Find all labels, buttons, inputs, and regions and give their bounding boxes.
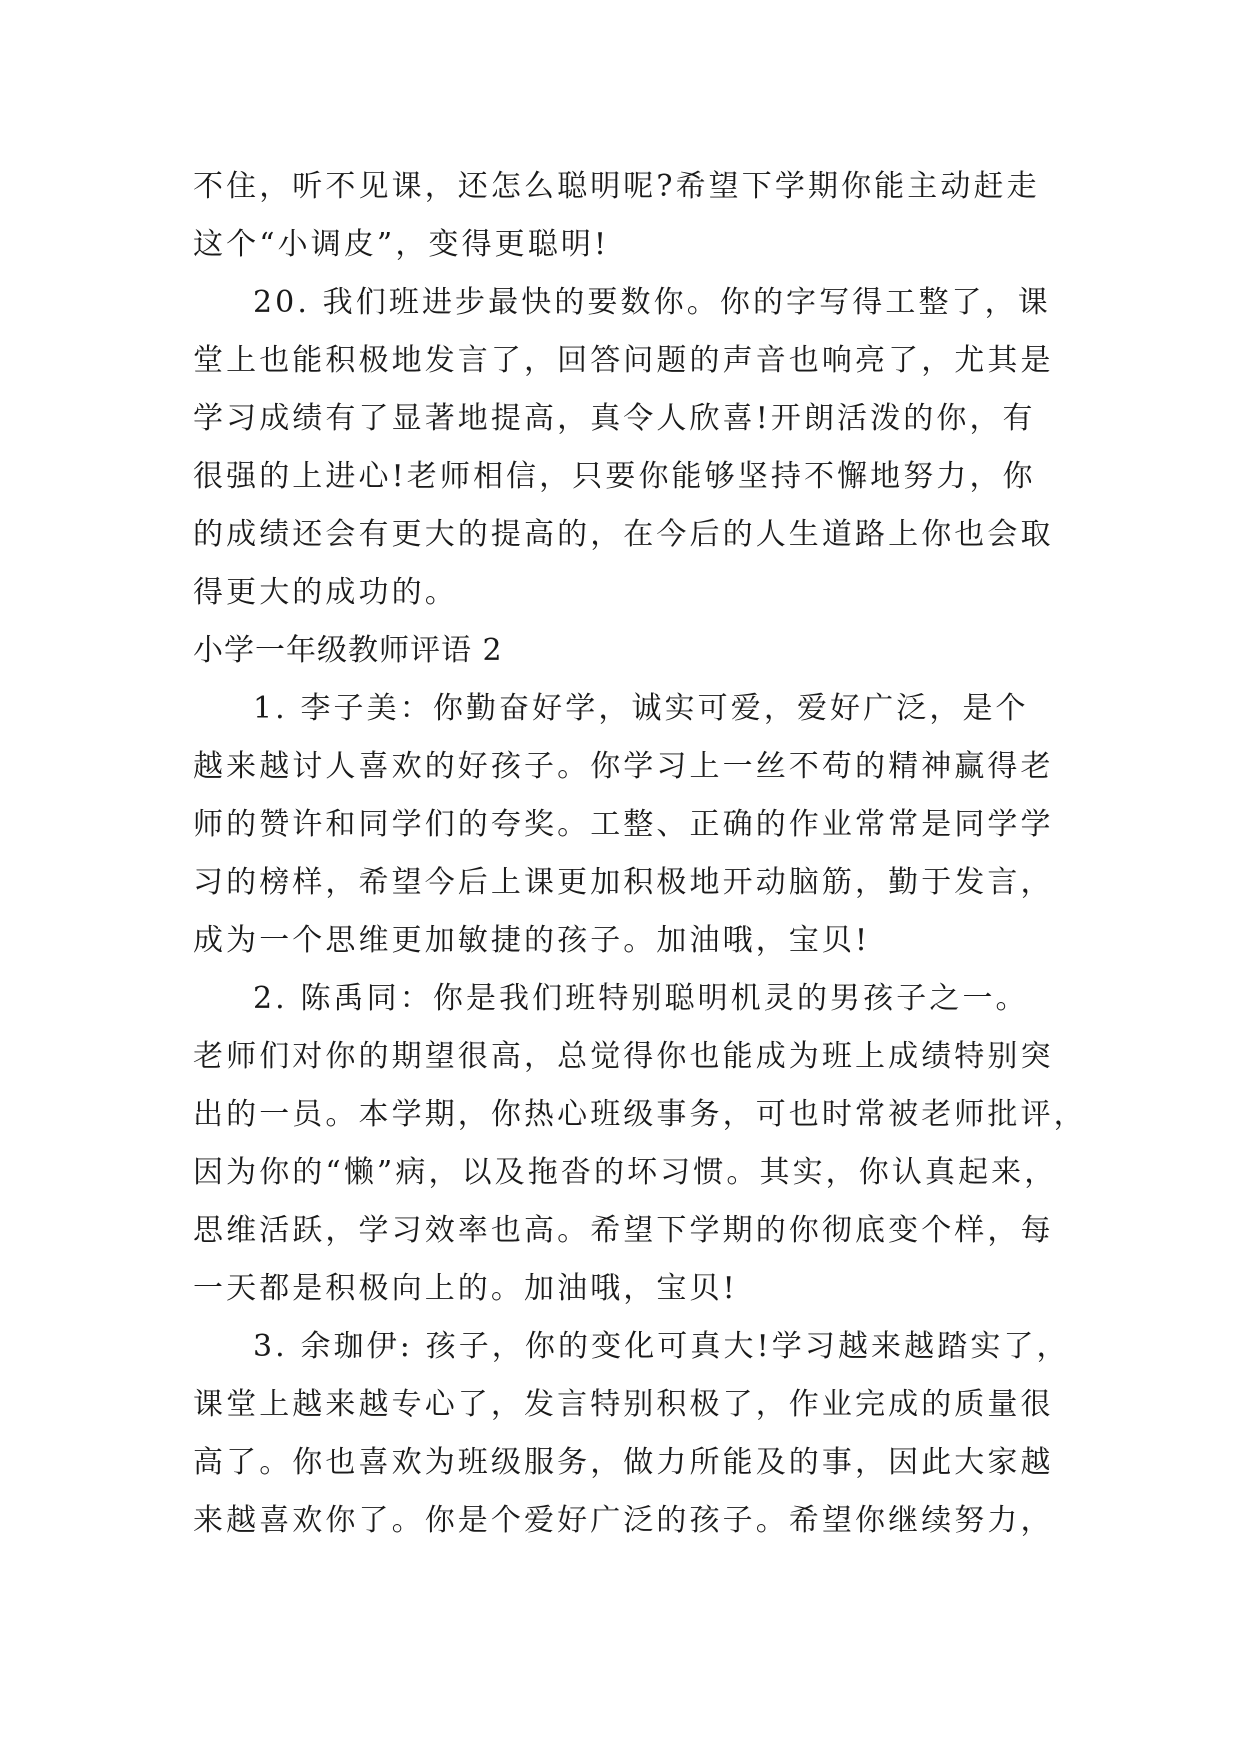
text-line: 的成绩还会有更大的提高的，在今后的人生道路上你也会取 xyxy=(193,517,1054,552)
text-line: 2. 陈禹同：你是我们班特别聪明机灵的男孩子之一。 xyxy=(253,981,1029,1016)
text-line: 20. 我们班进步最快的要数你。你的字写得工整了，课 xyxy=(253,285,1051,320)
text-line: 很强的上进心!老师相信，只要你能够坚持不懈地努力，你 xyxy=(193,459,1036,494)
text-line: 因为你的“懒”病，以及拖沓的坏习惯。其实，你认真起来， xyxy=(193,1155,1058,1190)
document-body xyxy=(193,158,1087,1550)
text-line: 堂上也能积极地发言了，回答问题的声音也响亮了，尤其是 xyxy=(193,343,1054,378)
text-line: 3. 余珈伊: 孩子，你的变化可真大!学习越来越踏实了， xyxy=(253,1329,1070,1364)
text-line: 学习成绩有了显著地提高，真令人欣喜!开朗活泼的你，有 xyxy=(193,401,1036,436)
text-line: 老师们对你的期望很高，总觉得你也能成为班上成绩特别突 xyxy=(193,1039,1054,1074)
text-line: 出的一员。本学期，你热心班级事务，可也时常被老师批评， xyxy=(193,1097,1087,1132)
paragraph-item-1 xyxy=(193,680,1053,970)
paragraph-item-3 xyxy=(193,1318,1070,1550)
text-line: 不住，听不见课，还怎么聪明呢?希望下学期你能主动赶走 xyxy=(193,169,1040,204)
text-line: 师的赞许和同学们的夸奖。工整、正确的作业常常是同学学 xyxy=(193,807,1054,842)
paragraph-item-20 xyxy=(193,274,1053,622)
text-line: 习的榜样，希望今后上课更加积极地开动脑筋，勤于发言， xyxy=(193,865,1054,900)
text-line: 一天都是积极向上的。加油哦，宝贝! xyxy=(193,1271,738,1306)
text-line: 这个“小调皮”，变得更聪明! xyxy=(193,227,610,262)
text-line: 1. 李子美：你勤奋好学，诚实可爱，爱好广泛，是个 xyxy=(253,691,1029,726)
text-line: 得更大的成功的。 xyxy=(193,575,458,610)
text-line: 课堂上越来越专心了，发言特别积极了，作业完成的质量很 xyxy=(193,1387,1054,1422)
text-line: 来越喜欢你了。你是个爱好广泛的孩子。希望你继续努力， xyxy=(193,1503,1054,1538)
section-heading: 小学一年级教师评语 2 xyxy=(193,633,503,668)
text-line: 高了。你也喜欢为班级服务，做力所能及的事，因此大家越 xyxy=(193,1445,1054,1480)
paragraph-item-2 xyxy=(193,970,1087,1318)
paragraph-continued xyxy=(193,158,1053,274)
text-line: 成为一个思维更加敏捷的孩子。加油哦，宝贝! xyxy=(193,923,871,958)
text-line: 越来越讨人喜欢的好孩子。你学习上一丝不苟的精神赢得老 xyxy=(193,749,1054,784)
text-line: 思维活跃，学习效率也高。希望下学期的你彻底变个样，每 xyxy=(193,1213,1054,1248)
